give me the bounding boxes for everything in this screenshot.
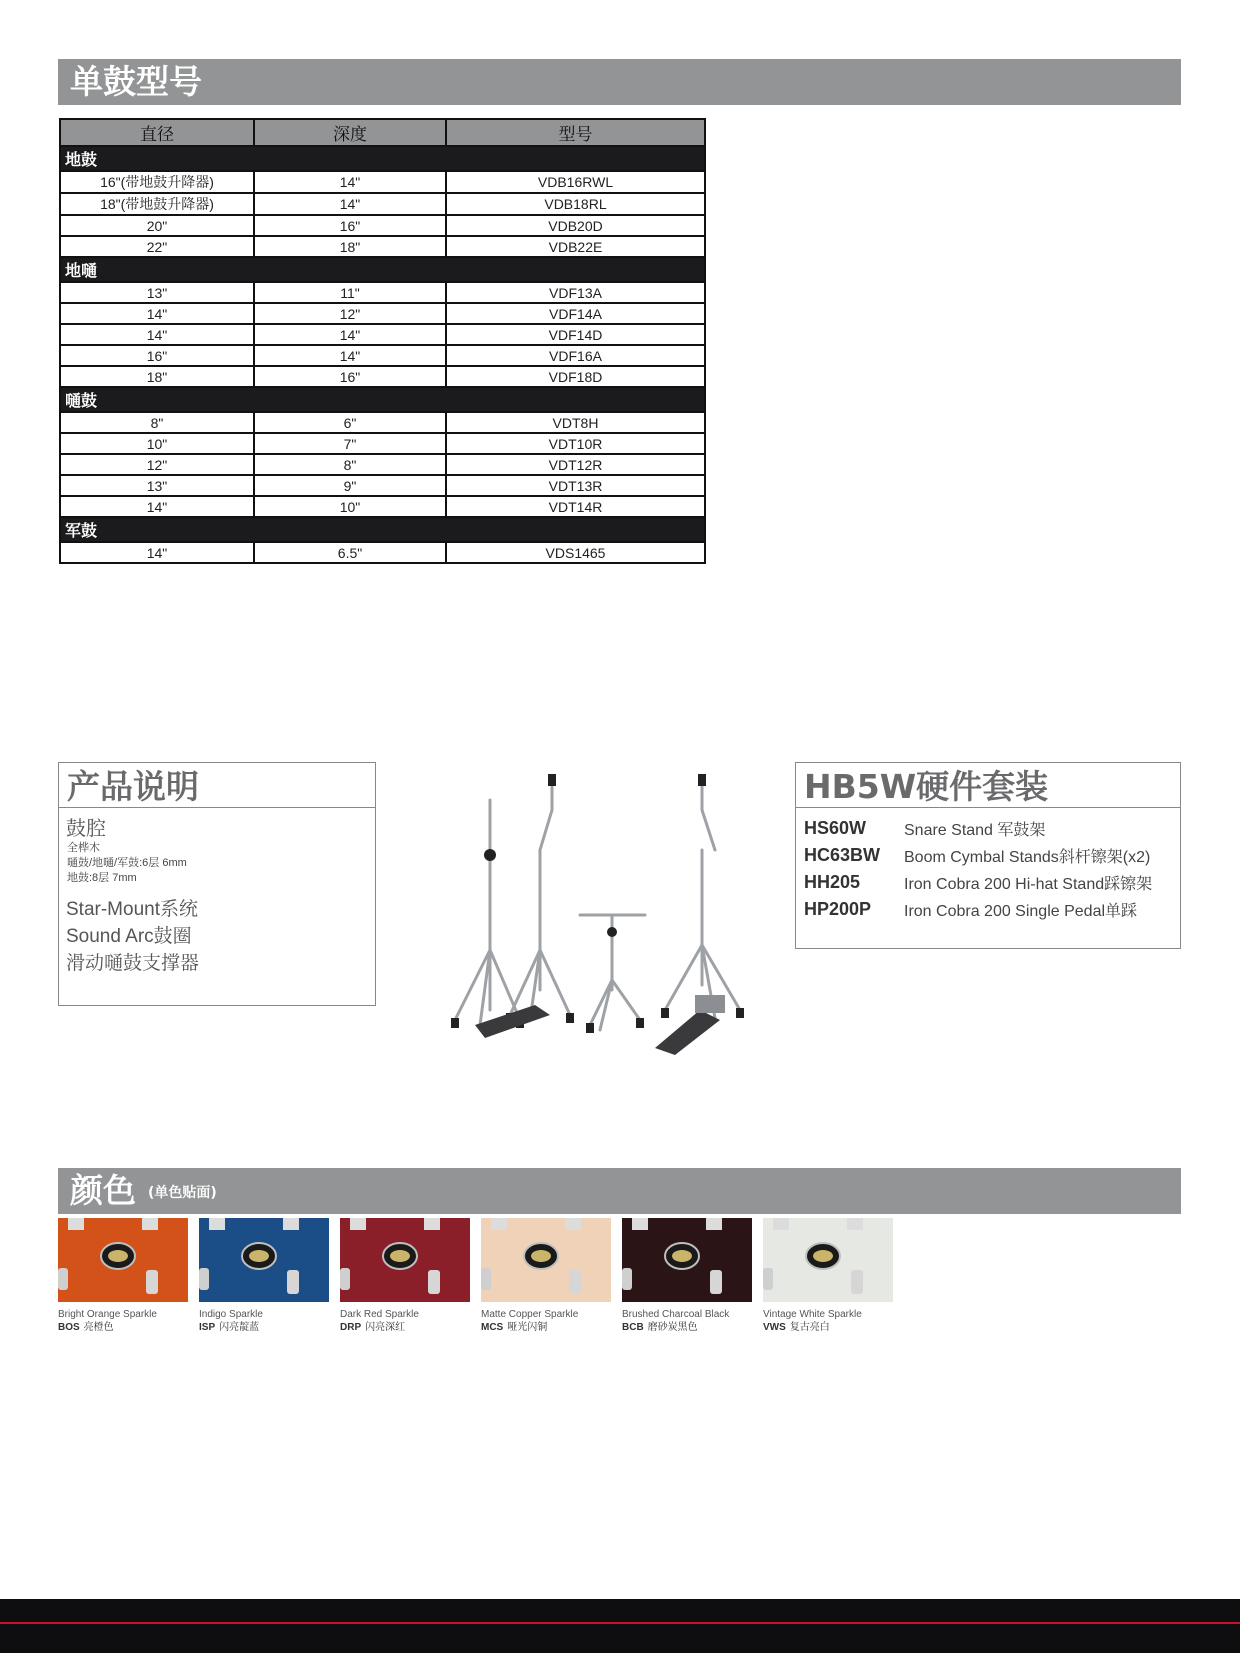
- diameter-cell: 13": [60, 282, 254, 303]
- color-label: [763, 1308, 903, 1334]
- diameter-cell: 13": [60, 475, 254, 496]
- model-cell: VDB18RL: [446, 193, 705, 215]
- colors-section-header: [58, 1168, 1181, 1214]
- hardware-item: [796, 869, 1180, 896]
- table-row: [60, 303, 705, 324]
- color-cn-name: 闪亮深红: [365, 1322, 406, 1333]
- table-row: [60, 236, 705, 257]
- depth-cell: 14": [254, 324, 446, 345]
- depth-cell: 16": [254, 366, 446, 387]
- group-row: [60, 257, 705, 282]
- model-cell: VDF18D: [446, 366, 705, 387]
- color-cn-name: 哑光闪铜: [507, 1322, 548, 1333]
- depth-cell: 8": [254, 454, 446, 475]
- colors-section-title: 颜色: [70, 1171, 136, 1210]
- model-cell: VDT10R: [446, 433, 705, 454]
- color-code: MCS: [481, 1322, 504, 1333]
- model-cell: VDF14A: [446, 303, 705, 324]
- depth-cell: 16": [254, 215, 446, 236]
- model-cell: VDT13R: [446, 475, 705, 496]
- diameter-cell: 14": [60, 324, 254, 345]
- diameter-cell: 18"(带地鼓升降器): [60, 193, 254, 215]
- hardware-desc: Snare Stand 军鼓架: [904, 822, 1046, 839]
- model-cell: VDF13A: [446, 282, 705, 303]
- diameter-cell: 12": [60, 454, 254, 475]
- color-label: [58, 1308, 198, 1334]
- hardware-code: HC63BW: [804, 845, 881, 865]
- model-cell: VDF14D: [446, 324, 705, 345]
- group-label: 嗵鼓: [60, 387, 705, 412]
- color-name: Matte Copper Sparkle: [481, 1309, 579, 1320]
- model-cell: VDF16A: [446, 345, 705, 366]
- hardware-package-box: [795, 762, 1181, 949]
- table-row: [60, 345, 705, 366]
- shell-spec-line: 地鼓:8层 7mm: [67, 872, 137, 884]
- depth-cell: 14": [254, 193, 446, 215]
- shell-spec-line: 全桦木: [67, 842, 100, 854]
- models-section-title: 单鼓型号: [70, 62, 202, 101]
- footer-band: [0, 1599, 1240, 1653]
- color-cn-name: 亮橙色: [83, 1322, 114, 1333]
- hardware-code: HH205: [804, 872, 861, 892]
- color-name: Dark Red Sparkle: [340, 1309, 419, 1320]
- depth-cell: 9": [254, 475, 446, 496]
- table-row: [60, 454, 705, 475]
- color-cn-name: 闪亮靛蓝: [219, 1322, 260, 1333]
- diameter-cell: 20": [60, 215, 254, 236]
- depth-cell: 7": [254, 433, 446, 454]
- color-code-line: [763, 1321, 903, 1334]
- depth-cell: 6.5": [254, 542, 446, 563]
- color-cn-name: 复古亮白: [789, 1322, 830, 1333]
- table-row: [60, 433, 705, 454]
- group-row: [60, 517, 705, 542]
- hardware-item: [796, 896, 1180, 923]
- column-header-diameter: 直径: [60, 119, 254, 146]
- model-cell: VDB20D: [446, 215, 705, 236]
- model-cell: VDS1465: [446, 542, 705, 563]
- diameter-cell: 14": [60, 542, 254, 563]
- depth-cell: 18": [254, 236, 446, 257]
- column-header-depth: 深度: [254, 119, 446, 146]
- group-label: 军鼓: [60, 517, 705, 542]
- color-swatch: [622, 1218, 752, 1302]
- depth-cell: 11": [254, 282, 446, 303]
- hardware-desc: Iron Cobra 200 Single Pedal单踩: [904, 903, 1138, 920]
- hardware-title: HB5W硬件套装: [796, 763, 1180, 808]
- model-cell: VDT12R: [446, 454, 705, 475]
- color-cn-name: 磨砂炭黑色: [647, 1322, 698, 1333]
- model-cell: VDB16RWL: [446, 171, 705, 193]
- table-row: [60, 282, 705, 303]
- diameter-cell: 8": [60, 412, 254, 433]
- diameter-cell: 16": [60, 345, 254, 366]
- diameter-cell: 14": [60, 496, 254, 517]
- color-swatch: [199, 1218, 329, 1302]
- product-description-box: [58, 762, 376, 1006]
- table-row: [60, 366, 705, 387]
- hardware-desc: Iron Cobra 200 Hi-hat Stand踩镲架: [904, 876, 1153, 893]
- diameter-cell: 16"(带地鼓升降器): [60, 171, 254, 193]
- colors-section-subtitle: (单色贴面): [148, 1184, 217, 1201]
- shell-spec-line: 嗵鼓/地嗵/军鼓:6层 6mm: [67, 857, 187, 869]
- diameter-cell: 18": [60, 366, 254, 387]
- diameter-cell: 10": [60, 433, 254, 454]
- table-row: [60, 496, 705, 517]
- color-name: Indigo Sparkle: [199, 1309, 263, 1320]
- table-row: [60, 542, 705, 563]
- feature-item: 滑动嗵鼓支撑器: [66, 953, 200, 974]
- table-row: [60, 171, 705, 193]
- hardware-item: [796, 842, 1180, 869]
- color-swatch: [763, 1218, 893, 1302]
- column-header-model: 型号: [446, 119, 705, 146]
- color-swatch: [58, 1218, 188, 1302]
- description-title: 产品说明: [59, 763, 375, 808]
- depth-cell: 14": [254, 345, 446, 366]
- depth-cell: 12": [254, 303, 446, 324]
- diameter-cell: 14": [60, 303, 254, 324]
- color-code-line: [340, 1321, 480, 1334]
- table-header-row: [60, 119, 705, 146]
- color-name: Bright Orange Sparkle: [58, 1309, 157, 1320]
- color-code: BOS: [58, 1322, 80, 1333]
- color-label: [622, 1308, 762, 1334]
- model-cell: VDT8H: [446, 412, 705, 433]
- model-cell: VDB22E: [446, 236, 705, 257]
- color-code-line: [199, 1321, 339, 1334]
- depth-cell: 6": [254, 412, 446, 433]
- table-row: [60, 193, 705, 215]
- table-row: [60, 215, 705, 236]
- color-label: [481, 1308, 621, 1334]
- hardware-code: HS60W: [804, 818, 867, 838]
- feature-item: Star-Mount系统: [66, 899, 198, 920]
- feature-item: Sound Arc鼓圈: [66, 926, 192, 947]
- footer-accent-line: [0, 1622, 1240, 1624]
- color-name: Vintage White Sparkle: [763, 1309, 862, 1320]
- color-swatch: [340, 1218, 470, 1302]
- color-code: BCB: [622, 1322, 644, 1333]
- hardware-desc: Boom Cymbal Stands斜杆镲架(x2): [904, 849, 1151, 866]
- group-label: 地嗵: [60, 257, 705, 282]
- color-code: DRP: [340, 1322, 362, 1333]
- color-code-line: [481, 1321, 621, 1334]
- shell-heading: 鼓腔: [66, 818, 106, 840]
- color-label: [340, 1308, 480, 1334]
- hardware-item: [796, 815, 1180, 842]
- color-code: ISP: [199, 1322, 216, 1333]
- group-row: [60, 387, 705, 412]
- group-row: [60, 146, 705, 171]
- hardware-code: HP200P: [804, 899, 872, 919]
- color-label: [199, 1308, 339, 1334]
- model-cell: VDT14R: [446, 496, 705, 517]
- color-code-line: [622, 1321, 762, 1334]
- diameter-cell: 22": [60, 236, 254, 257]
- drum-spec-table: [59, 118, 706, 564]
- color-name: Brushed Charcoal Black: [622, 1309, 730, 1320]
- color-code: VWS: [763, 1322, 786, 1333]
- color-swatch: [481, 1218, 611, 1302]
- table-row: [60, 412, 705, 433]
- table-row: [60, 324, 705, 345]
- table-row: [60, 475, 705, 496]
- models-section-header: [58, 59, 1181, 105]
- depth-cell: 14": [254, 171, 446, 193]
- depth-cell: 10": [254, 496, 446, 517]
- group-label: 地鼓: [60, 146, 705, 171]
- hardware-stands-illustration: [440, 770, 790, 1070]
- color-code-line: [58, 1321, 198, 1334]
